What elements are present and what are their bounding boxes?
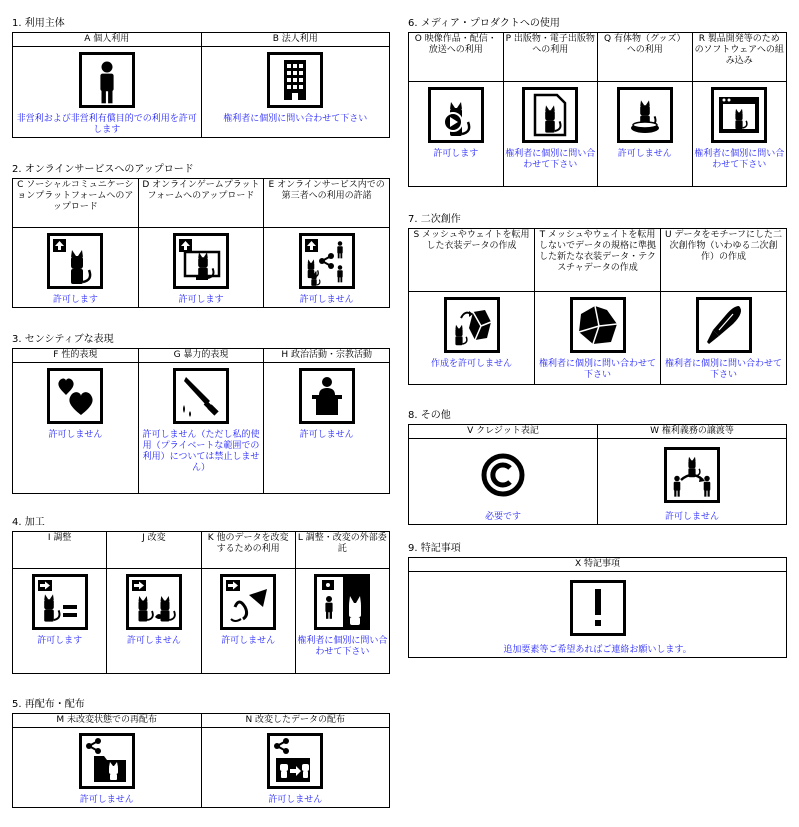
result-corporate-use: 権利者に個別に問い合わせて下さい: [201, 113, 390, 138]
distribute-modified-icon: [267, 733, 323, 789]
video-icon: [428, 87, 484, 143]
result-distribute-modified: 許可しません: [201, 794, 390, 808]
copyright-icon: [479, 447, 527, 503]
section-title: 6. メディア・プロダクトへの使用: [408, 18, 560, 29]
modify-icon: [126, 574, 182, 630]
share-third-party-icon: [299, 233, 355, 289]
section-title: 4. 加工: [12, 517, 45, 528]
header-distribute-modified: N 改変したデータの配布: [201, 714, 390, 728]
header-third-party-license: E オンラインサービス内での第三者への利用の許諾: [264, 179, 390, 228]
section-usage-subject: [12, 18, 390, 138]
section-other: [408, 410, 787, 525]
section-title: 7. 二次創作: [408, 214, 461, 225]
header-costume-mesh: S メッシュやウェイトを転用した衣装データの作成: [409, 229, 535, 292]
upload-game-icon: [173, 233, 229, 289]
result-software: 権利者に個別に問い合わせて下さい: [692, 148, 787, 187]
costume-mesh-icon: [444, 297, 500, 353]
result-outsource: 権利者に個別に問い合わせて下さい: [295, 635, 389, 674]
result-fan-work: 権利者に個別に問い合わせて下さい: [661, 358, 787, 385]
redistribute-icon: [79, 733, 135, 789]
header-special-notes: X 特記事項: [409, 558, 787, 572]
hearts-icon: [47, 368, 103, 424]
software-icon: [711, 87, 767, 143]
header-use-for-modification: K 他のデータを改変するための利用: [201, 532, 295, 569]
section-special-notes: [408, 543, 787, 658]
result-social-upload: 許可します: [13, 294, 139, 308]
header-credit: V クレジット表記: [409, 425, 598, 439]
header-game-upload: D オンラインゲームプラットフォームへのアップロード: [138, 179, 264, 228]
result-video: 許可します: [409, 148, 504, 187]
result-new-costume: 権利者に個別に問い合わせて下さい: [535, 358, 661, 385]
header-redistribute-unmodified: M 未改変状態での再配布: [13, 714, 202, 728]
section-processing: [12, 517, 390, 674]
result-political-religious: 許可しません: [264, 429, 390, 494]
section-title: 5. 再配布・配布: [12, 699, 85, 710]
result-goods: 許可しません: [598, 148, 693, 187]
result-modify: 許可しません: [107, 635, 201, 674]
publication-icon: [522, 87, 578, 143]
section-media-products: [408, 18, 787, 187]
upload-social-icon: [47, 233, 103, 289]
result-publication: 権利者に個別に問い合わせて下さい: [503, 148, 598, 187]
header-sexual: F 性的表現: [13, 349, 139, 363]
section-online-upload: [12, 164, 390, 308]
header-political-religious: H 政治活動・宗教活動: [264, 349, 390, 363]
result-redistribute-unmodified: 許可しません: [13, 794, 202, 808]
section-title: 2. オンラインサービスへのアップロード: [12, 164, 194, 175]
outsource-icon: [314, 574, 370, 630]
header-violent: G 暴力的表現: [138, 349, 264, 363]
result-use-for-modification: 許可しません: [201, 635, 295, 674]
header-publication: P 出版物・電子出版物への利用: [503, 33, 598, 82]
person-icon: [79, 52, 135, 108]
speaker-podium-icon: [299, 368, 355, 424]
header-social-upload: C ソーシャルコミュニケーションプラットフォームへのアップロード: [13, 179, 139, 228]
header-adjust: I 調整: [13, 532, 107, 569]
header-personal-use: A 個人利用: [13, 33, 202, 47]
header-outsource: L 調整・改変の外部委託: [295, 532, 389, 569]
result-third-party-license: 許可しません: [264, 294, 390, 308]
header-modify: J 改変: [107, 532, 201, 569]
header-rights-transfer: W 権利義務の譲渡等: [598, 425, 787, 439]
use-for-modification-icon: [220, 574, 276, 630]
header-fan-work: U データをモチーフにした二次創作物（いわゆる二次創作）の作成: [661, 229, 787, 292]
section-title: 1. 利用主体: [12, 18, 65, 29]
header-software: R 製品開発等のためのソフトウェアへの組み込み: [692, 33, 787, 82]
section-title: 9. 特記事項: [408, 543, 461, 554]
result-credit: 必要です: [409, 511, 598, 525]
header-goods: Q 有体物（グッズ）への利用: [598, 33, 693, 82]
knife-icon: [173, 368, 229, 424]
header-corporate-use: B 法人利用: [201, 33, 390, 47]
header-video: O 映像作品・配信・放送への利用: [409, 33, 504, 82]
section-derivative-works: [408, 214, 787, 385]
pen-nib-icon: [696, 297, 752, 353]
exclamation-icon: [570, 580, 626, 636]
adjust-icon: [32, 574, 88, 630]
goods-icon: [617, 87, 673, 143]
result-costume-mesh: 作成を許可しません: [409, 358, 535, 385]
header-new-costume: T メッシュやウェイトを転用しないでデータの規格に準拠した新たな衣装データ・テクスチャデータの作成: [535, 229, 661, 292]
result-sexual: 許可しません: [13, 429, 139, 494]
result-violent: 許可しません（ただし私的使用（プライベートな範囲での利用）については禁止しません）: [138, 429, 264, 494]
new-costume-icon: [570, 297, 626, 353]
section-sensitive-expression: [12, 334, 390, 494]
result-game-upload: 許可します: [138, 294, 264, 308]
section-title: 8. その他: [408, 410, 451, 421]
result-special-notes: 追加要素等ご希望あればご連絡お願いします。: [409, 644, 787, 658]
section-title: 3. センシティブな表現: [12, 334, 114, 345]
building-icon: [267, 52, 323, 108]
result-personal-use: 非営利および非営利有償目的での利用を許可します: [13, 113, 202, 138]
section-redistribution: [12, 699, 390, 808]
result-adjust: 許可します: [13, 635, 107, 674]
result-rights-transfer: 許可しません: [598, 511, 787, 525]
transfer-icon: [664, 447, 720, 503]
